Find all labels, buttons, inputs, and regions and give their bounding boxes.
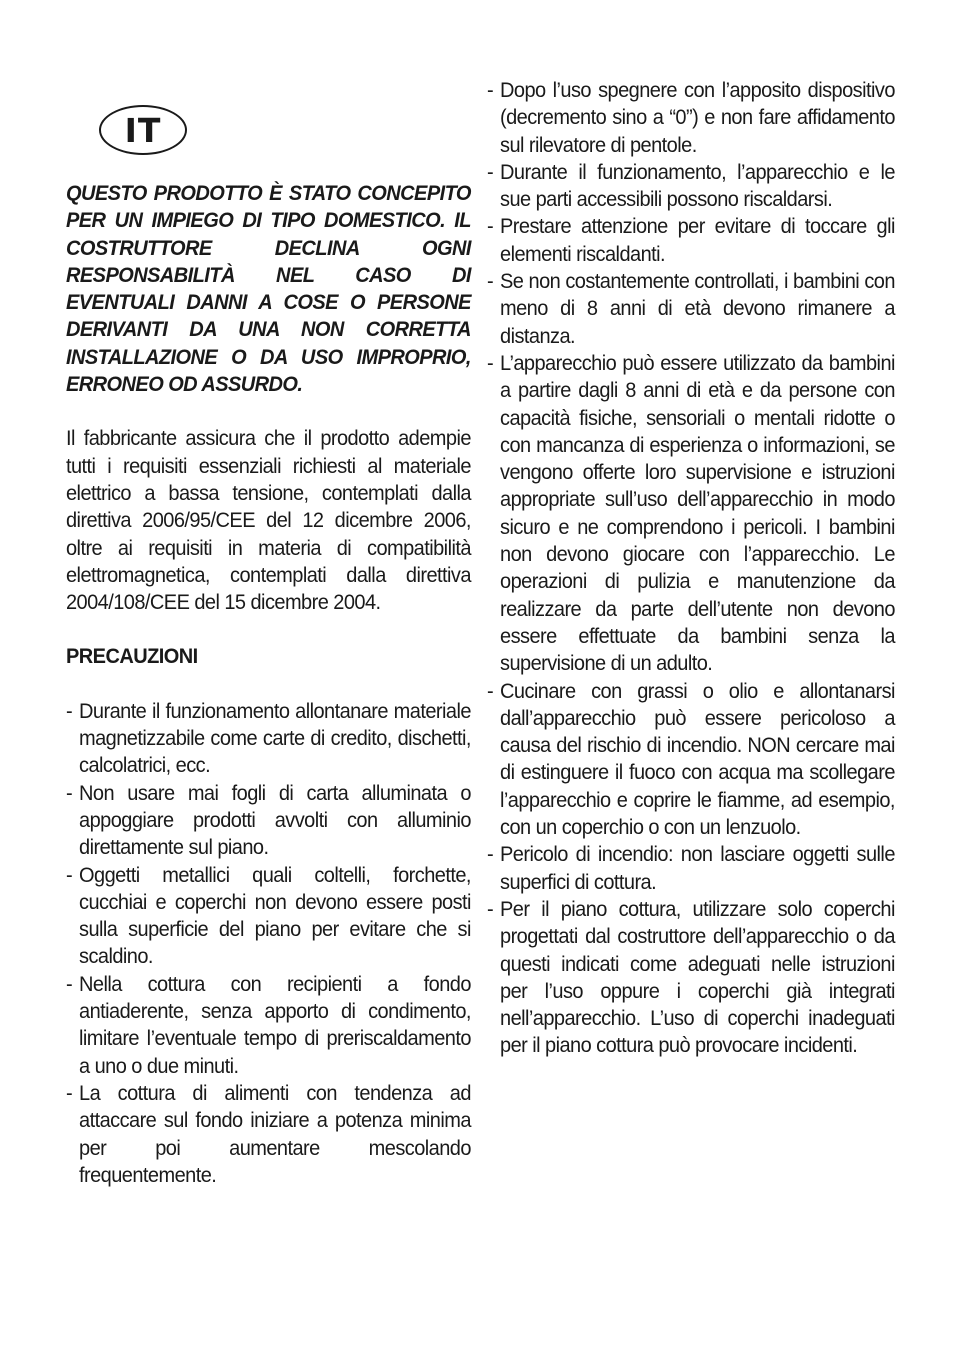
- precaution-item: - L’apparecchio può essere utilizzato da bambini a partire dagli 8 anni di età e da persone con capacità fisiche, sensoriali o mentali ridotte o con mancanza di esperienza o informazioni, se vengono offerte loro supervisione e istruzioni appropriate sull’uso dell’apparecchio in modo sicuro e ne comprendono i pericoli. I bambini non devono giocare con l’apparecchio. Le operazioni di pulizia e manutenzione da realizzare da parte dell’utente non devono essere effettuate da bambini senza la supervisione di un adulto.: [487, 350, 895, 678]
- right-column-text: [487, 77, 895, 1060]
- precaution-item: - Oggetti metallici quali coltelli, forchette, cucchiai e coperchi non devono essere posti sulla superficie del piano per evitare che si scaldino.: [66, 862, 471, 971]
- precaution-item: - Se non costantemente controllati, i bambini con meno di 8 anni di età devono rimanere a distanza.: [487, 268, 895, 350]
- precaution-item: - Pericolo di incendio: non lasciare oggetti sulle superfici di cottura.: [487, 841, 895, 896]
- left-column-text: [66, 180, 471, 1189]
- language-badge: IT: [99, 105, 187, 155]
- precaution-item: - Cucinare con grassi o olio e allontanarsi dall’apparecchio può essere pericoloso a causa del rischio di incendio. NON cercare mai di estinguere il fuoco con acqua ma scollegare l’apparecchio e coprire le fiamme, ad esempio, con un coperchio o con un lenzuolo.: [487, 678, 895, 842]
- precautions-heading: PRECAUZIONI: [66, 644, 198, 669]
- precautions-list-right: [487, 77, 895, 1060]
- precaution-item: - La cottura di alimenti con tendenza ad attaccare sul fondo iniziare a potenza minima per poi aumentare mescolando frequentemente.: [66, 1080, 471, 1189]
- precaution-item: - Prestare attenzione per evitare di toccare gli elementi riscaldanti.: [487, 213, 895, 268]
- precaution-item: - Dopo l’uso spegnere con l’apposito dispositivo (decremento sino a “0”) e non fare affidamento sul rilevatore di pentole.: [487, 77, 895, 159]
- precautions-list-left: [66, 698, 471, 1189]
- left-column: [66, 180, 471, 1189]
- disclaimer-text: QUESTO PRODOTTO È STATO CONCEPITO PER UN IMPIEGO DI TIPO DOMESTICO. IL COSTRUTTORE DECLINA OGNI RESPONSABILITÀ NEL CASO DI EVENTUALI DANNI A COSE O PERSONE DERIVANTI DA UNA NON CORRETTA INSTALLAZIONE O DA USO IMPROPRIO, ERRONEO OD ASSURDO.: [66, 181, 471, 397]
- precaution-item: - Per il piano cottura, utilizzare solo coperchi progettati dal costruttore dell’apparecchio o da questi indicati come adeguati nelle istruzioni per l’uso oppure i coperchi già integrati nell’apparecchio. L’uso di coperchi inadeguati per il piano cottura può provocare incidenti.: [487, 896, 895, 1060]
- precaution-item: - Durante il funzionamento allontanare materiale magnetizzabile come carte di credito, dischetti, calcolatrici, ecc.: [66, 698, 471, 780]
- right-column: [487, 77, 895, 1060]
- precaution-item: - Non usare mai fogli di carta alluminata o appoggiare prodotti avvolti con alluminio direttamente sul piano.: [66, 780, 471, 862]
- precaution-item: - Durante il funzionamento, l’apparecchio e le sue parti accessibili possono riscaldarsi.: [487, 159, 895, 214]
- compliance-paragraph: Il fabbricante assicura che il prodotto adempie tutti i requisiti essenziali richiesti al materiale elettrico a bassa tensione, contemplati dalla direttiva 2006/95/CEE del 12 dicembre 2006, oltre ai requisiti in materia di compatibilità elettromagnetica, contemplati dalla direttiva 2004/108/CEE del 15 dicembre 2004.: [66, 426, 471, 615]
- precaution-item: - Nella cottura con recipienti a fondo antiaderente, senza apporto di condimento, limitare l’eventuale tempo di preriscaldamento a uno o due minuti.: [66, 971, 471, 1080]
